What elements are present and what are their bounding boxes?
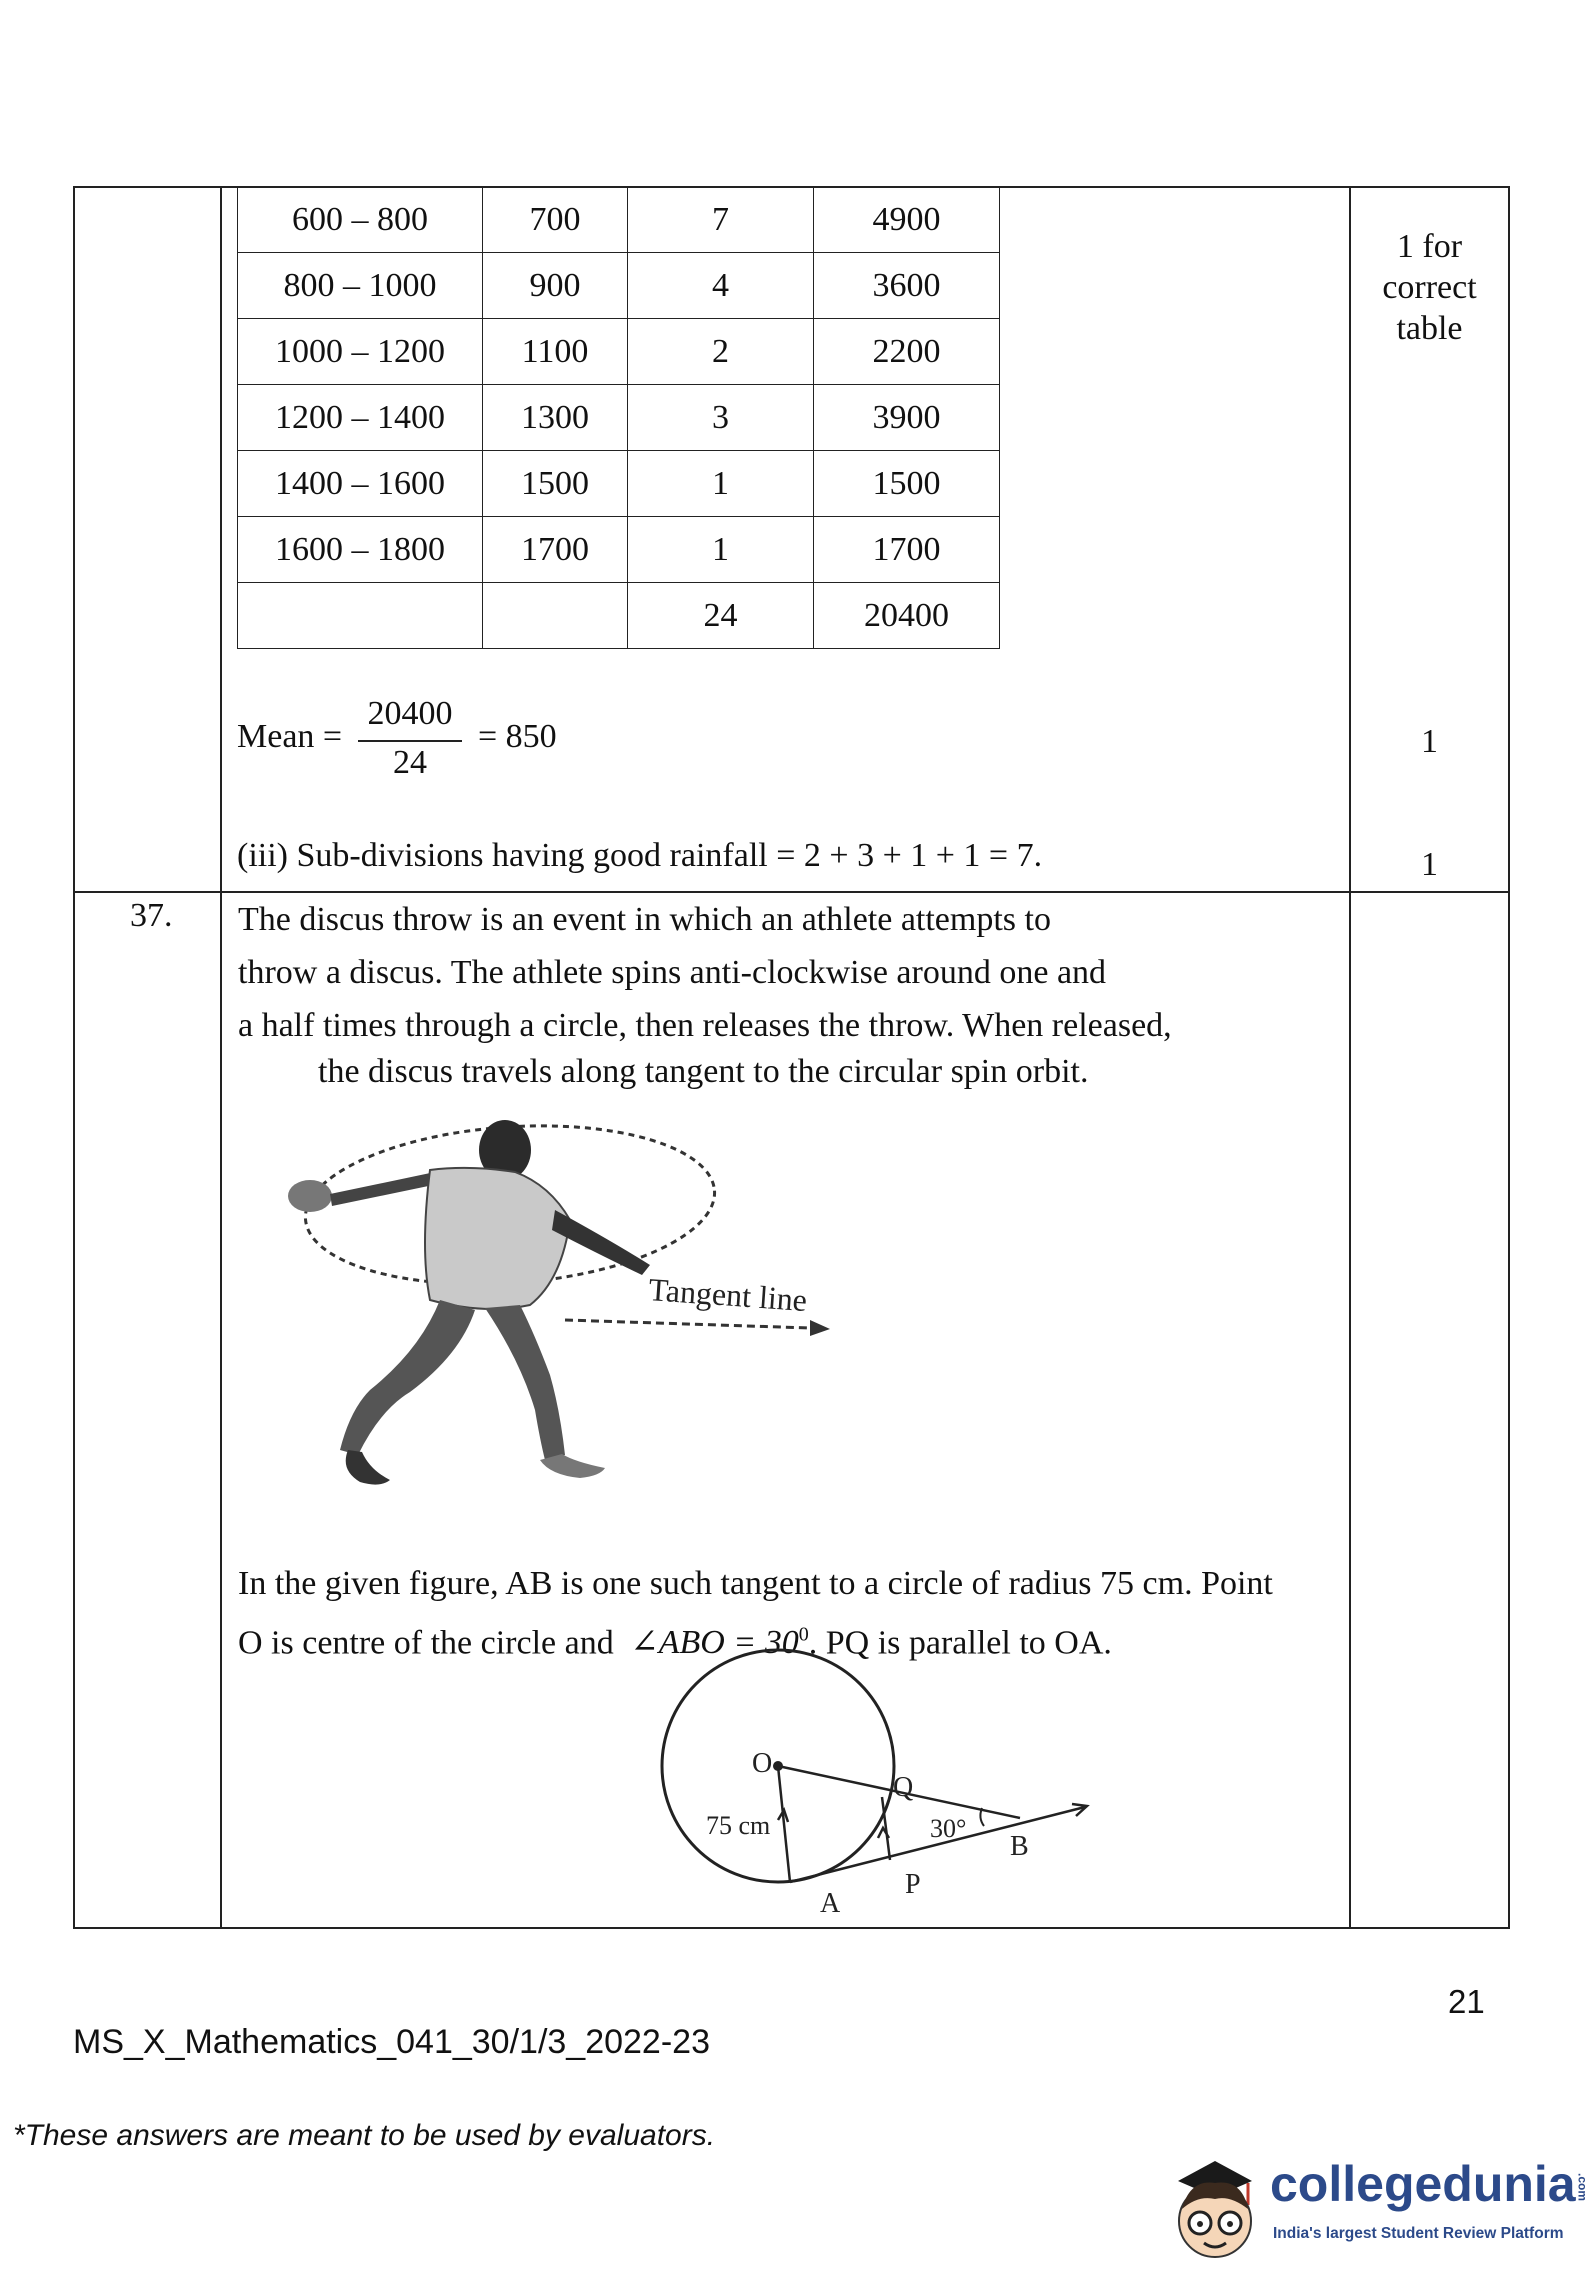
frequency-cell: 4 [628, 253, 814, 319]
tangent-line [565, 1320, 810, 1328]
label-B: B [1010, 1831, 1029, 1862]
class-mark-cell: 1300 [483, 385, 628, 451]
figure-text-2a: O is centre of the circle and [238, 1624, 614, 1662]
figure-text-2b: . PQ is parallel to OA. [808, 1624, 1112, 1662]
discus [288, 1180, 332, 1212]
marks-subdivisions: 1 [1421, 846, 1438, 883]
class-mark-cell: 900 [483, 253, 628, 319]
figure-text-1: In the given figure, AB is one such tangent to a circle of radius 75 cm. Point [238, 1565, 1273, 1602]
evaluator-note: *These answers are meant to be used by evaluators. [13, 2119, 716, 2152]
mean-numerator: 20400 [367, 695, 453, 732]
angle-superscript: 0 [798, 1624, 809, 1646]
label-A: A [820, 1888, 841, 1919]
frequency-cell: 1 [628, 517, 814, 583]
table-row [238, 319, 1000, 385]
class-interval-cell: 800 – 1000 [238, 253, 483, 319]
radius-OA [778, 1766, 790, 1882]
frequency-cell: 3 [628, 385, 814, 451]
athlete-leg-front [485, 1305, 565, 1460]
label-radius: 75 cm [706, 1811, 771, 1840]
class-mark-cell: 1100 [483, 319, 628, 385]
discus-thrower-illustration [270, 1110, 890, 1510]
frequency-cell: 7 [628, 187, 814, 253]
tangent-circle-diagram [640, 1650, 1100, 1920]
tangent-arrowhead [810, 1320, 830, 1336]
brand-suffix: .com [1575, 2172, 1590, 2201]
document-code: MS_X_Mathematics_041_30/1/3_2022-23 [73, 2023, 710, 2061]
table-row [238, 253, 1000, 319]
frequency-cell: 24 [628, 583, 814, 649]
product-cell: 1500 [814, 451, 1000, 517]
page-number: 21 [1448, 1983, 1485, 2020]
fraction-bar [358, 740, 462, 742]
question-number: 37. [130, 897, 173, 934]
athlete-torso [425, 1168, 570, 1309]
class-interval-cell: 1200 – 1400 [238, 385, 483, 451]
marks-line: 1 for [1396, 228, 1463, 265]
class-interval-cell: 600 – 800 [238, 187, 483, 253]
label-P: P [905, 1869, 921, 1900]
product-cell: 3600 [814, 253, 1000, 319]
mean-label: Mean = [237, 718, 343, 755]
frequency-table [237, 186, 1000, 649]
class-interval-cell: 1400 – 1600 [238, 451, 483, 517]
brand-tagline: India's largest Student Review Platform [1273, 2225, 1564, 2242]
table-row [238, 385, 1000, 451]
q37-line-4: the discus travels along tangent to the circular spin orbit. [318, 1053, 1089, 1090]
frequency-cell: 1 [628, 451, 814, 517]
athlete-shoe [346, 1450, 390, 1485]
class-mark-cell: 700 [483, 187, 628, 253]
class-mark-cell [483, 583, 628, 649]
frequency-cell: 2 [628, 319, 814, 385]
tangent-label: Tangent line [647, 1271, 809, 1319]
product-cell: 4900 [814, 187, 1000, 253]
class-interval-cell: 1600 – 1800 [238, 517, 483, 583]
brand-name: collegedunia.com [1270, 2156, 1590, 2212]
class-interval-cell: 1000 – 1200 [238, 319, 483, 385]
class-mark-cell: 1500 [483, 451, 628, 517]
table-row [238, 187, 1000, 253]
label-Q: Q [893, 1772, 914, 1803]
marks-line: table [1396, 310, 1463, 347]
collegedunia-logo [1160, 2135, 1590, 2275]
table-row [238, 583, 1000, 649]
part-iii-answer: (iii) Sub-divisions having good rainfall = 2 + 3 + 1 + 1 = 7. [237, 837, 1043, 874]
mascot-icon [1160, 2139, 1270, 2269]
class-mark-cell: 1700 [483, 517, 628, 583]
mean-denominator: 24 [393, 744, 427, 781]
label-O: O [752, 1748, 773, 1779]
athlete-leg-back [340, 1300, 475, 1455]
q37-line-3: a half times through a circle, then releases the throw. When released, [238, 1007, 1172, 1044]
product-cell: 2200 [814, 319, 1000, 385]
marks-table [1351, 226, 1508, 349]
athlete-arm-back [330, 1172, 438, 1206]
mean-result: = 850 [478, 718, 557, 755]
marks-mean: 1 [1421, 723, 1438, 760]
class-interval-cell [238, 583, 483, 649]
angle-expression: ∠ABO = $30^0$ [630, 1624, 809, 1662]
table-row [238, 517, 1000, 583]
label-angle: 30° [930, 1814, 967, 1843]
q37-line-1: The discus throw is an event in which an athlete attempts to [238, 901, 1051, 938]
athlete-shoe [540, 1454, 605, 1478]
table-row [238, 451, 1000, 517]
product-cell: 1700 [814, 517, 1000, 583]
q37-line-2: throw a discus. The athlete spins anti-clockwise around one and [238, 954, 1107, 991]
product-cell: 20400 [814, 583, 1000, 649]
product-cell: 3900 [814, 385, 1000, 451]
marks-line: correct [1382, 269, 1477, 306]
